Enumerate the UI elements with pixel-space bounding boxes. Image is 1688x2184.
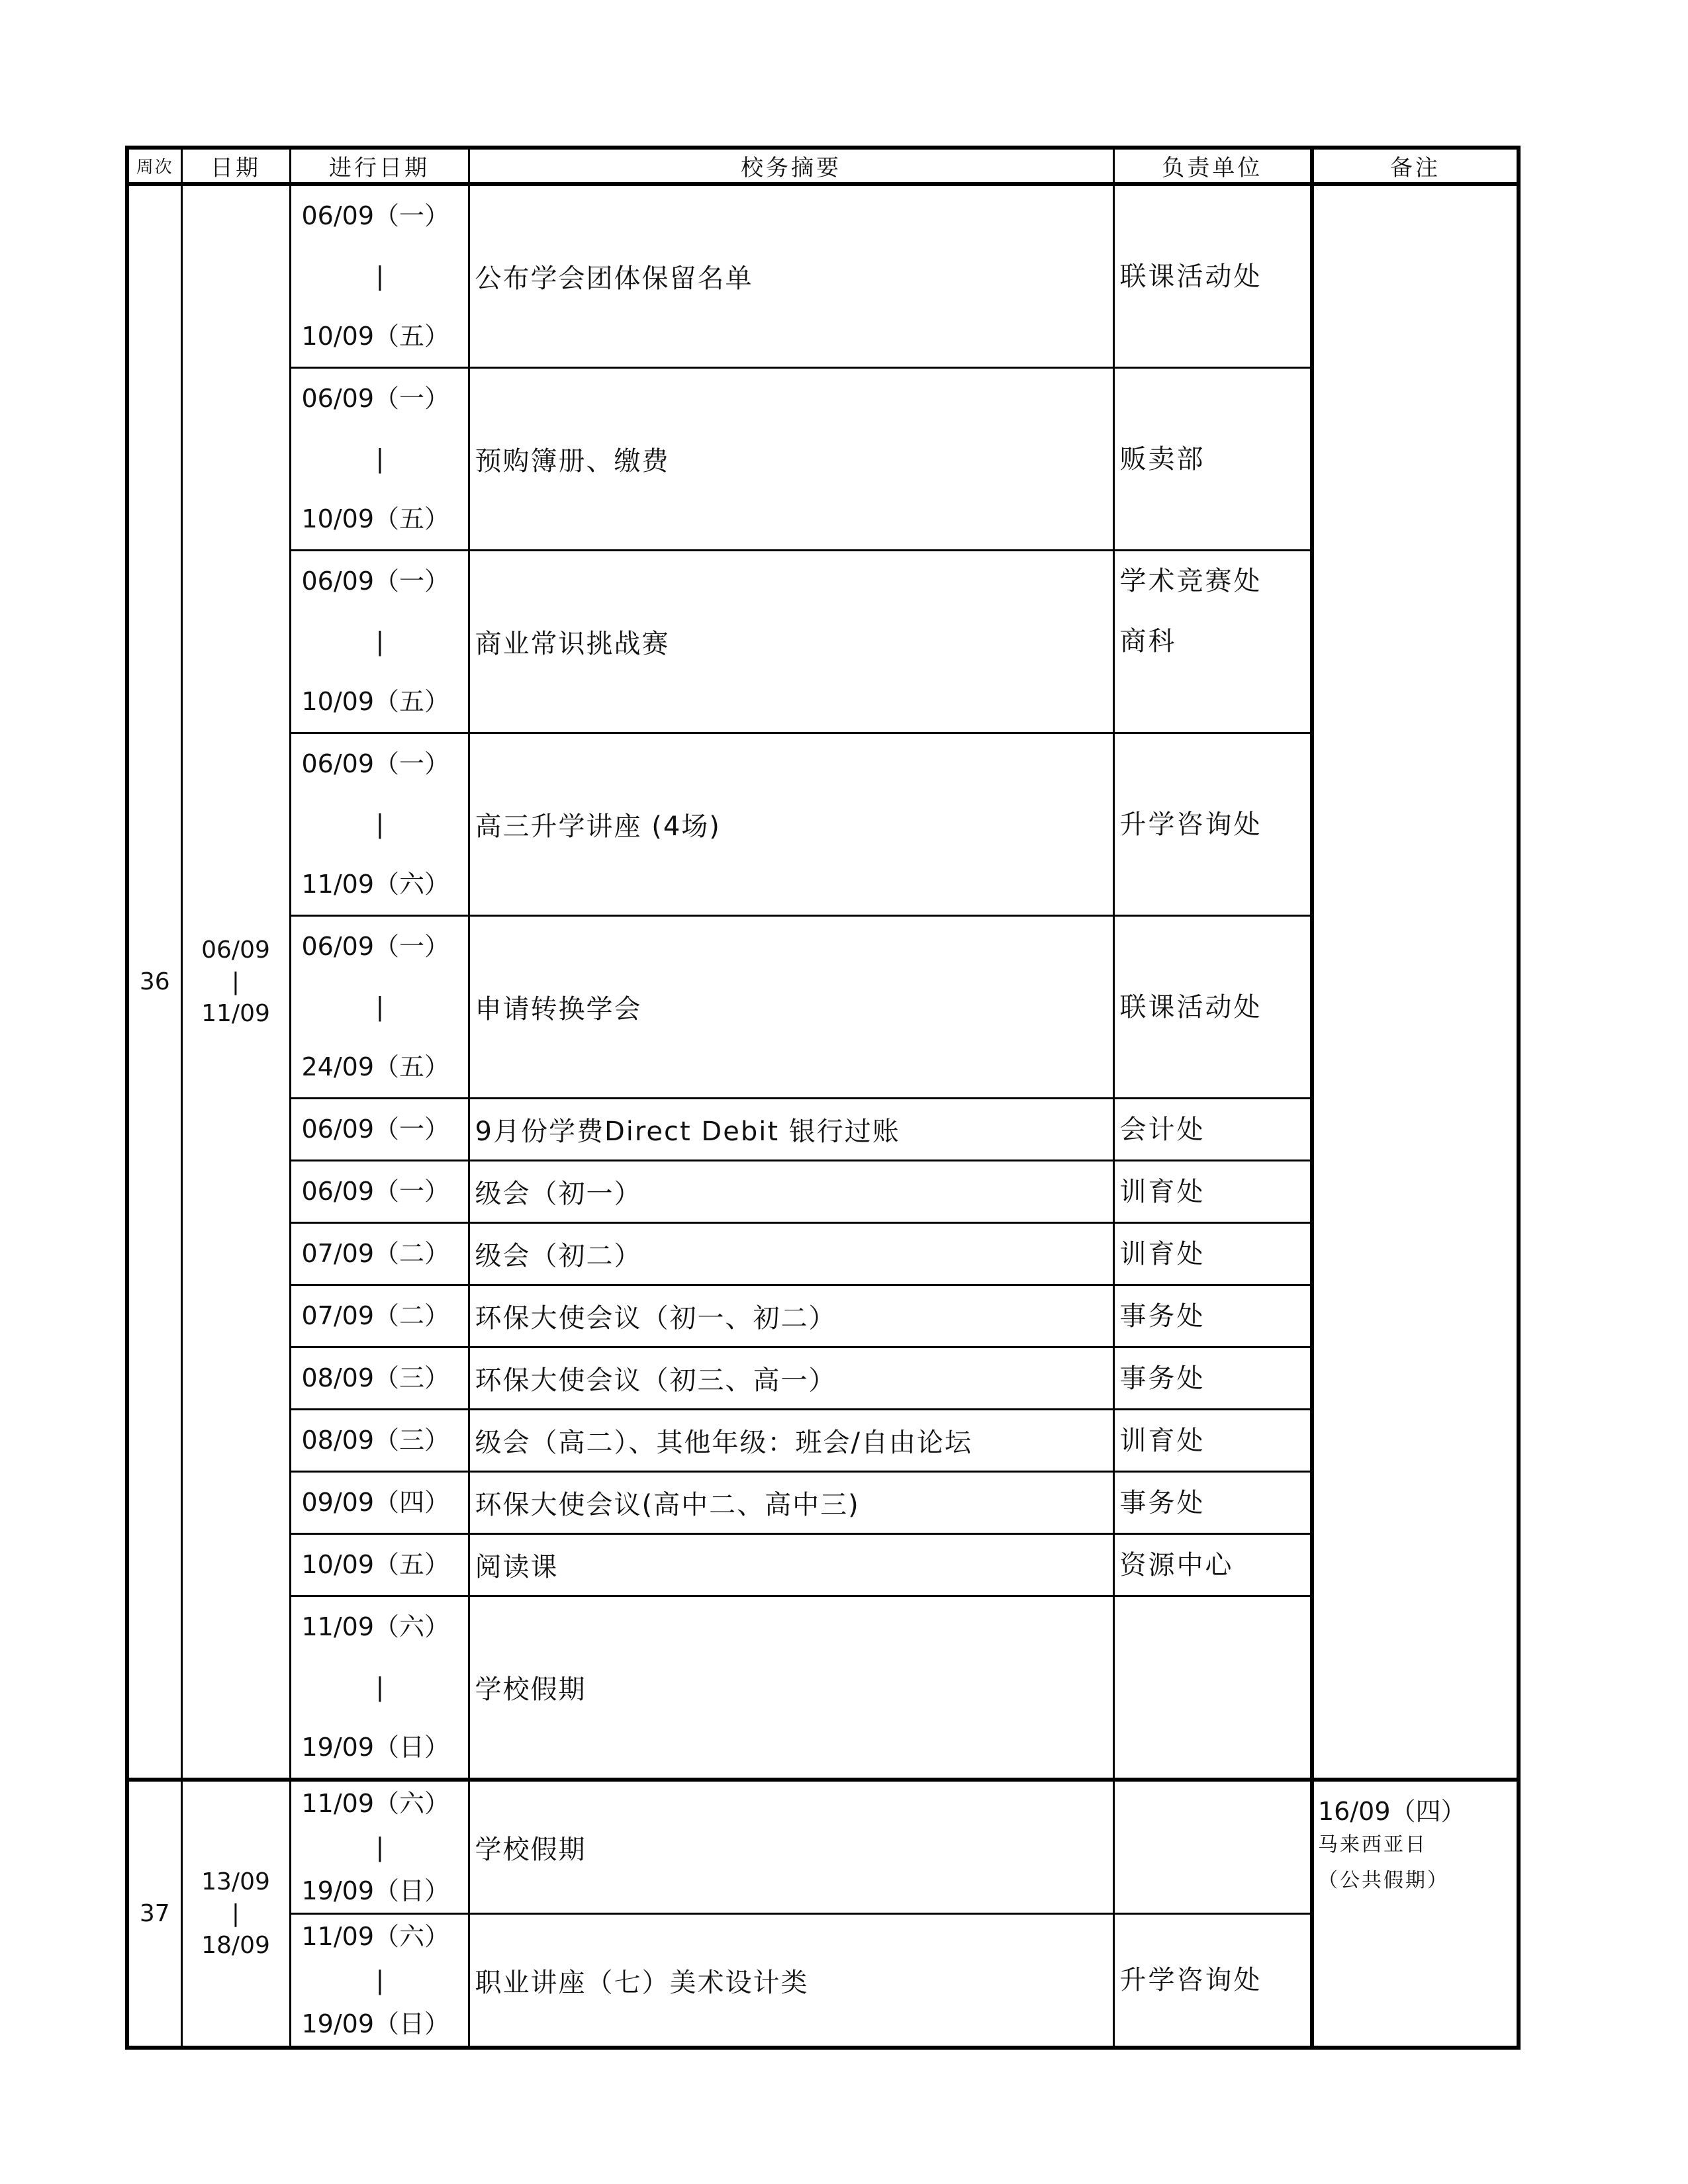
unit-cell (1113, 368, 1312, 551)
unit-name: 事务处 (1119, 1363, 1205, 1394)
end-date: 10/09（五） (301, 687, 450, 716)
summary-cell: 级会（高二）、其他年级：班会/自由论坛 (469, 1410, 1113, 1472)
week-range-start: 13/09 (201, 1868, 270, 1895)
progress-date-cell (290, 916, 469, 1099)
header-remarks: 备注 (1312, 148, 1519, 184)
start-date: 09/09（四） (301, 1488, 450, 1517)
week-range-end: 18/09 (201, 1931, 270, 1959)
progress-date-cell (290, 1223, 469, 1285)
unit-cell (1113, 1223, 1312, 1285)
progress-date-cell (290, 1596, 469, 1780)
unit-cell (1113, 1099, 1312, 1161)
progress-date-cell (290, 368, 469, 551)
header-progress-date: 进行日期 (290, 148, 469, 184)
unit-name: 贩卖部 (1119, 443, 1205, 475)
summary-cell: 学校假期 (469, 1596, 1113, 1780)
unit-cell (1113, 1161, 1312, 1223)
unit-name: 商科 (1119, 626, 1177, 657)
progress-date-cell (290, 1534, 469, 1596)
remark-line: 马来西亚日 (1318, 1833, 1427, 1856)
summary-cell: 预购簿册、缴费 (469, 368, 1113, 551)
header-unit: 负责单位 (1113, 148, 1312, 184)
date-separator: | (375, 261, 385, 291)
remark-line: （公共假期） (1318, 1869, 1449, 1892)
progress-date-cell (290, 1347, 469, 1410)
start-date: 11/09（六） (301, 1789, 450, 1818)
start-date: 08/09（三） (301, 1426, 450, 1455)
end-date: 11/09（六） (301, 870, 450, 899)
header-week: 周次 (127, 148, 181, 184)
unit-name: 升学咨询处 (1119, 1965, 1262, 1995)
start-date: 10/09（五） (301, 1550, 450, 1579)
start-date: 08/09（三） (301, 1363, 450, 1392)
table-row (127, 1534, 1519, 1596)
table-row (127, 1596, 1519, 1780)
unit-cell (1113, 1596, 1312, 1780)
unit-name: 训育处 (1119, 1176, 1205, 1207)
end-date: 10/09（五） (301, 504, 450, 533)
table-row (127, 1161, 1519, 1223)
table-row (127, 1780, 1519, 1914)
start-date: 07/09（二） (301, 1301, 450, 1330)
progress-date-cell (290, 1285, 469, 1347)
week-range-sep: | (231, 1899, 240, 1927)
progress-date-cell (290, 1914, 469, 2048)
unit-cell (1113, 1347, 1312, 1410)
week-date-range (181, 1780, 290, 2048)
unit-cell (1113, 916, 1312, 1099)
end-date: 19/09（日） (301, 1733, 450, 1762)
unit-name: 资源中心 (1119, 1549, 1234, 1580)
table-row (127, 368, 1519, 551)
unit-name: 训育处 (1119, 1425, 1205, 1456)
table-row (127, 184, 1519, 368)
unit-cell (1113, 1285, 1312, 1347)
week-number: 36 (127, 184, 181, 1780)
remark-date (1314, 186, 1517, 195)
unit-cell (1113, 1780, 1312, 1914)
date-separator: | (375, 1672, 385, 1702)
summary-cell: 商业常识挑战赛 (469, 551, 1113, 733)
header-date: 日期 (181, 148, 290, 184)
table-row (127, 1914, 1519, 2048)
unit-name: 事务处 (1119, 1487, 1205, 1518)
summary-cell: 环保大使会议（初三、高一） (469, 1347, 1113, 1410)
start-date: 06/09（一） (301, 749, 450, 778)
date-separator: | (375, 1833, 385, 1862)
date-separator: | (375, 1966, 385, 1995)
summary-cell: 学校假期 (469, 1780, 1113, 1914)
remark-date: 16/09（四） (1318, 1797, 1466, 1826)
start-date: 06/09（一） (301, 384, 450, 413)
unit-cell (1113, 1410, 1312, 1472)
date-separator: | (375, 627, 385, 656)
progress-date-cell (290, 1161, 469, 1223)
progress-date-cell (290, 1410, 469, 1472)
table-row (127, 1410, 1519, 1472)
table-row (127, 1347, 1519, 1410)
end-date: 24/09（五） (301, 1052, 450, 1081)
start-date: 07/09（二） (301, 1239, 450, 1268)
unit-cell (1113, 184, 1312, 368)
summary-cell: 高三升学讲座 (4场) (469, 733, 1113, 916)
unit-cell (1113, 1914, 1312, 2048)
week-date-range (181, 184, 290, 1780)
summary-cell: 9月份学费Direct Debit 银行过账 (469, 1099, 1113, 1161)
header-row (127, 148, 1519, 184)
summary-cell: 级会（初一） (469, 1161, 1113, 1223)
table-row (127, 916, 1519, 1099)
date-separator: | (375, 992, 385, 1021)
start-date: 11/09（六） (301, 1612, 450, 1641)
summary-cell: 阅读课 (469, 1534, 1113, 1596)
remarks-cell (1312, 184, 1519, 1780)
unit-name: 会计处 (1119, 1114, 1205, 1145)
progress-date-cell (290, 1780, 469, 1914)
progress-date-cell (290, 1472, 469, 1534)
start-date: 06/09（一） (301, 201, 450, 230)
unit-name: 升学咨询处 (1119, 809, 1262, 840)
progress-date-cell (290, 733, 469, 916)
summary-cell: 环保大使会议（初一、初二） (469, 1285, 1113, 1347)
unit-name: 训育处 (1119, 1238, 1205, 1269)
header-summary: 校务摘要 (469, 148, 1113, 184)
schedule-table (125, 146, 1521, 2050)
table-row (127, 1099, 1519, 1161)
table-row (127, 1472, 1519, 1534)
summary-cell: 环保大使会议(高中二、高中三) (469, 1472, 1113, 1534)
week-range-start: 06/09 (201, 936, 270, 964)
week-range-end: 11/09 (201, 999, 270, 1027)
unit-cell (1113, 551, 1312, 733)
start-date: 06/09（一） (301, 1115, 450, 1144)
end-date: 19/09（日） (301, 2009, 450, 2038)
progress-date-cell (290, 1099, 469, 1161)
week-number: 37 (127, 1780, 181, 2048)
start-date: 11/09（六） (301, 1922, 450, 1951)
unit-cell (1113, 1472, 1312, 1534)
week-range-sep: | (231, 968, 240, 995)
unit-cell (1113, 1534, 1312, 1596)
unit-name: 联课活动处 (1119, 261, 1262, 292)
unit-name: 事务处 (1119, 1300, 1205, 1332)
end-date: 10/09（五） (301, 322, 450, 351)
summary-cell: 级会（初二） (469, 1223, 1113, 1285)
table-row (127, 733, 1519, 916)
table-row (127, 1285, 1519, 1347)
progress-date-cell (290, 184, 469, 368)
table-row (127, 1223, 1519, 1285)
start-date: 06/09（一） (301, 932, 450, 961)
date-separator: | (375, 444, 385, 473)
unit-name: 联课活动处 (1119, 991, 1262, 1023)
end-date: 19/09（日） (301, 1876, 450, 1905)
remarks-cell (1312, 1780, 1519, 2048)
date-separator: | (375, 809, 385, 839)
summary-cell: 公布学会团体保留名单 (469, 184, 1113, 368)
start-date: 06/09（一） (301, 1177, 450, 1206)
table-row (127, 551, 1519, 733)
summary-cell: 职业讲座（七）美术设计类 (469, 1914, 1113, 2048)
progress-date-cell (290, 551, 469, 733)
summary-cell: 申请转换学会 (469, 916, 1113, 1099)
schedule-sheet (125, 146, 1517, 2050)
unit-name: 学术竞赛处 (1119, 566, 1262, 596)
unit-cell (1113, 733, 1312, 916)
start-date: 06/09（一） (301, 567, 450, 596)
